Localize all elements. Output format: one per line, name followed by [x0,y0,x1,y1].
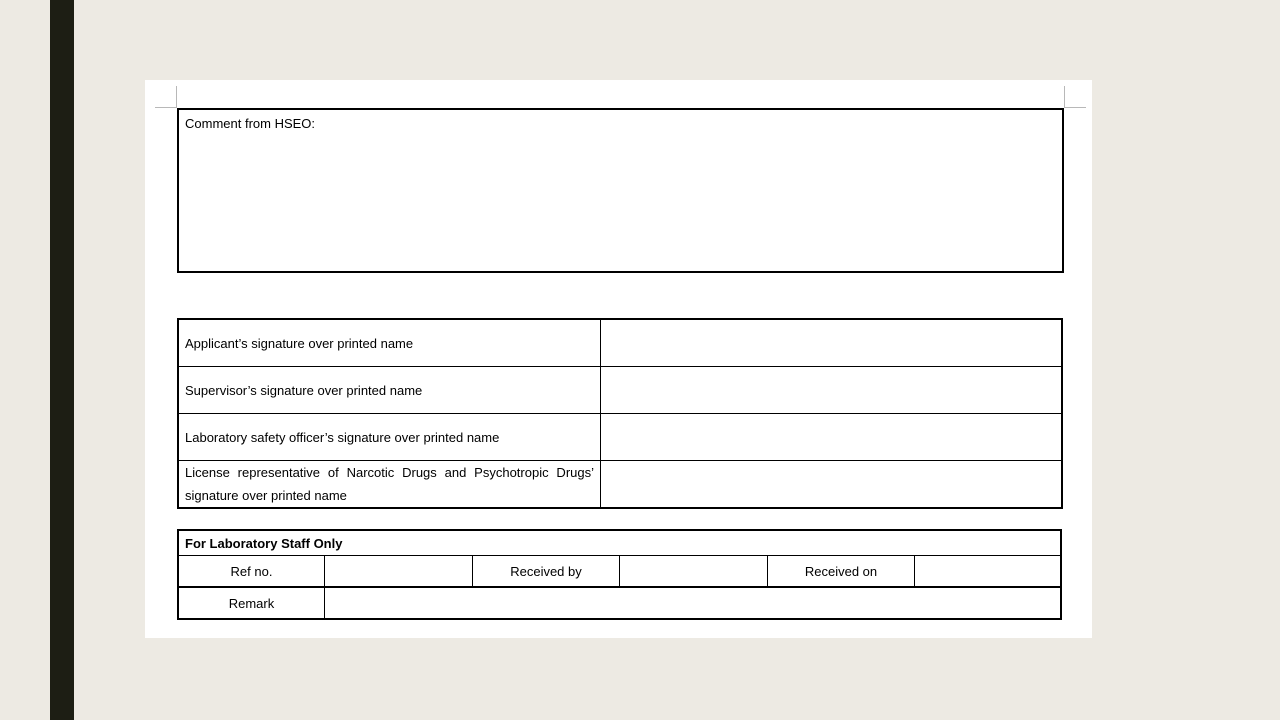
crop-mark-top-left-v [176,86,177,108]
crop-mark-top-left-h [155,107,177,108]
lab-staff-row [178,556,1061,588]
hseo-comment-box[interactable] [177,108,1064,273]
supervisor-signature-field[interactable] [601,367,1063,414]
received-by-label: Received by [473,556,620,588]
received-by-field[interactable] [620,556,768,588]
ref-no-field[interactable] [325,556,473,588]
lab-staff-header-row [178,530,1061,556]
signature-row [178,319,1062,367]
safety-officer-signature-label: Laboratory safety officer’s signature over printed name [178,414,601,461]
crop-mark-top-right-v [1064,86,1065,108]
safety-officer-signature-field[interactable] [601,414,1063,461]
signature-row [178,461,1062,509]
signature-table [177,318,1063,509]
received-on-label: Received on [768,556,915,588]
license-rep-signature-field[interactable] [601,461,1063,509]
supervisor-signature-label: Supervisor’s signature over printed name [178,367,601,414]
received-on-field[interactable] [915,556,1062,588]
signature-row [178,414,1062,461]
ref-no-label: Ref no. [178,556,325,588]
remark-field[interactable] [325,587,1062,619]
side-accent-bar [50,0,74,720]
applicant-signature-field[interactable] [601,319,1063,367]
document-page [145,80,1092,638]
crop-mark-top-right-h [1064,107,1086,108]
remark-label: Remark [178,587,325,619]
license-rep-signature-label: License representative of Narcotic Drugs and Psychotropic Drugs’ signature over printed name [178,461,601,509]
signature-row [178,367,1062,414]
lab-staff-table [177,529,1062,620]
applicant-signature-label: Applicant’s signature over printed name [178,319,601,367]
hseo-comment-label: Comment from HSEO: [185,116,316,131]
lab-staff-title: For Laboratory Staff Only [178,530,1061,556]
lab-staff-row [178,587,1061,619]
